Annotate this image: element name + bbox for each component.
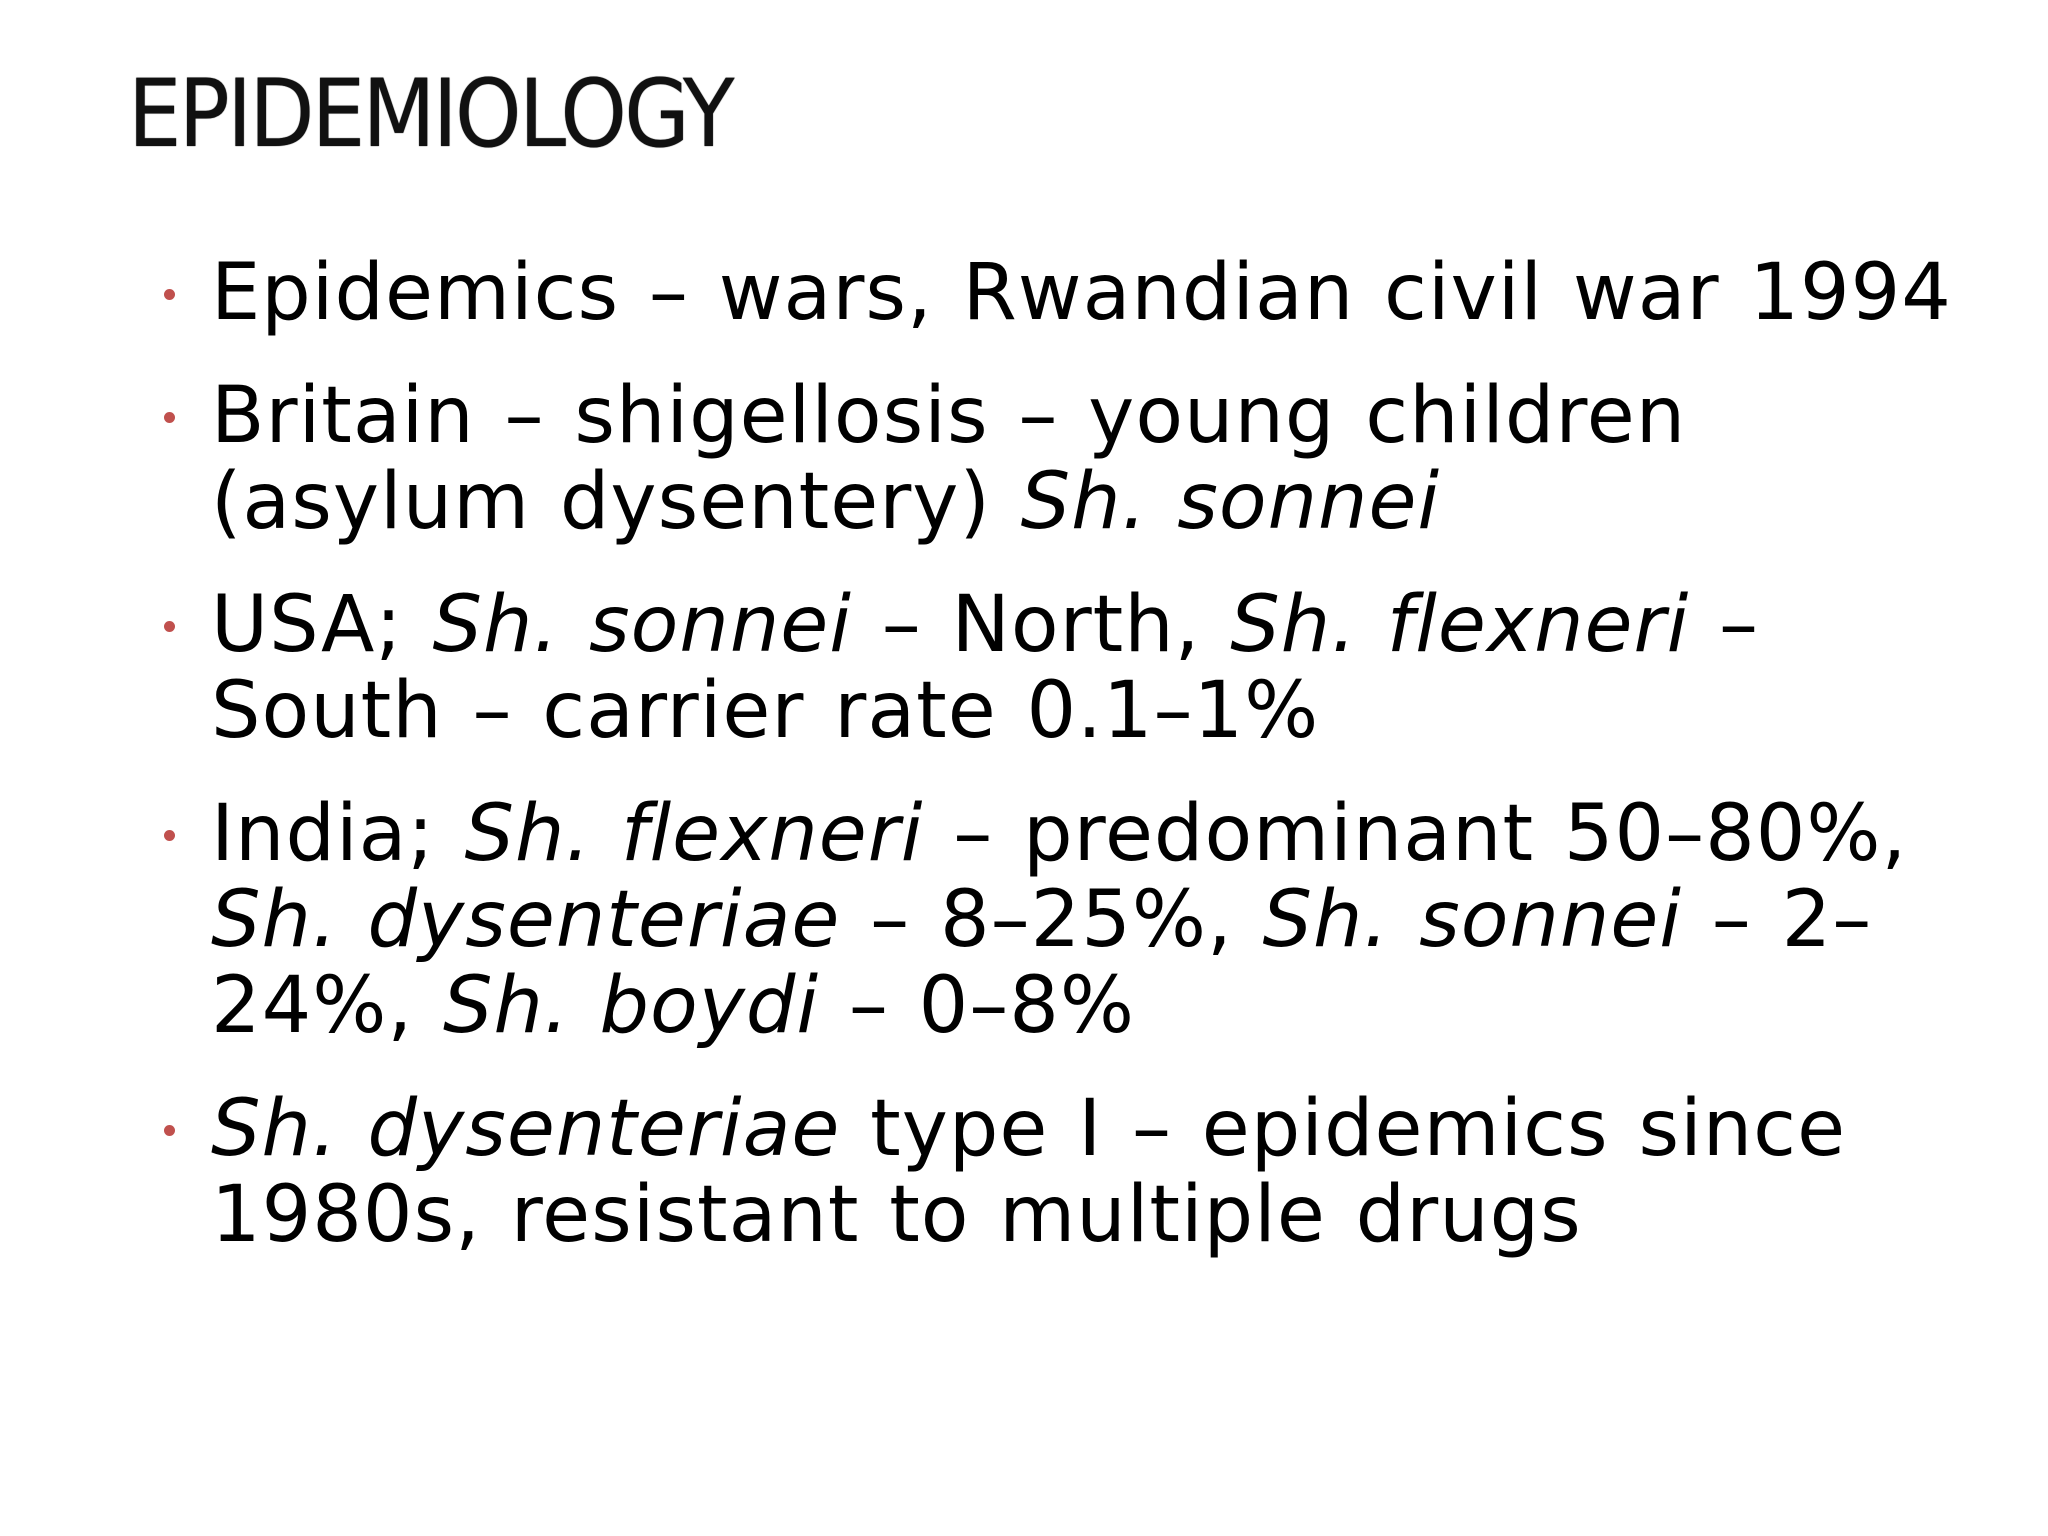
bullet-item [160,1086,1960,1258]
bullet-icon [164,412,175,423]
species-name: Sh. sonnei [1262,875,1682,965]
species-name: Sh. sonnei [1020,457,1441,547]
bullet-text: type I – epidemics since 1980s, resistant to multiple drugs [211,1084,1847,1260]
bullet-icon [164,1125,175,1136]
bullet-item [160,250,1960,336]
bullet-text: India; [211,789,465,879]
bullet-icon [164,830,175,841]
bullet-item [160,791,1960,1049]
bullet-text: Britain – shigellosis – young children (asylum dysentery) [211,371,1687,547]
species-name: Sh. flexneri [464,789,924,879]
bullet-icon [164,621,175,632]
species-name: Sh. sonnei [432,580,852,670]
species-name: Sh. dysenteriae [211,1084,841,1174]
bullet-text: – South – carrier rate 0.1–1% [211,580,1760,756]
species-name: Sh. flexneri [1230,580,1690,670]
bullet-text: Epidemics – wars, Rwandian civil war 1994 [211,248,1952,338]
bullet-text: – 2–24%, [211,875,1873,1051]
bullet-icon [164,289,175,300]
bullet-item [160,582,1960,754]
bullet-list [160,250,1960,1295]
species-name: Sh. dysenteriae [211,875,841,965]
bullet-text: – 0–8% [819,961,1136,1051]
bullet-text: – predominant 50–80%, [923,789,1908,879]
bullet-text: – 8–25%, [840,875,1263,965]
species-name: Sh. boydi [442,961,820,1051]
bullet-item [160,373,1960,545]
bullet-text: USA; [211,580,433,670]
slide-title: EPIDEMIOLOGY [128,60,732,169]
bullet-text: – North, [851,580,1231,670]
